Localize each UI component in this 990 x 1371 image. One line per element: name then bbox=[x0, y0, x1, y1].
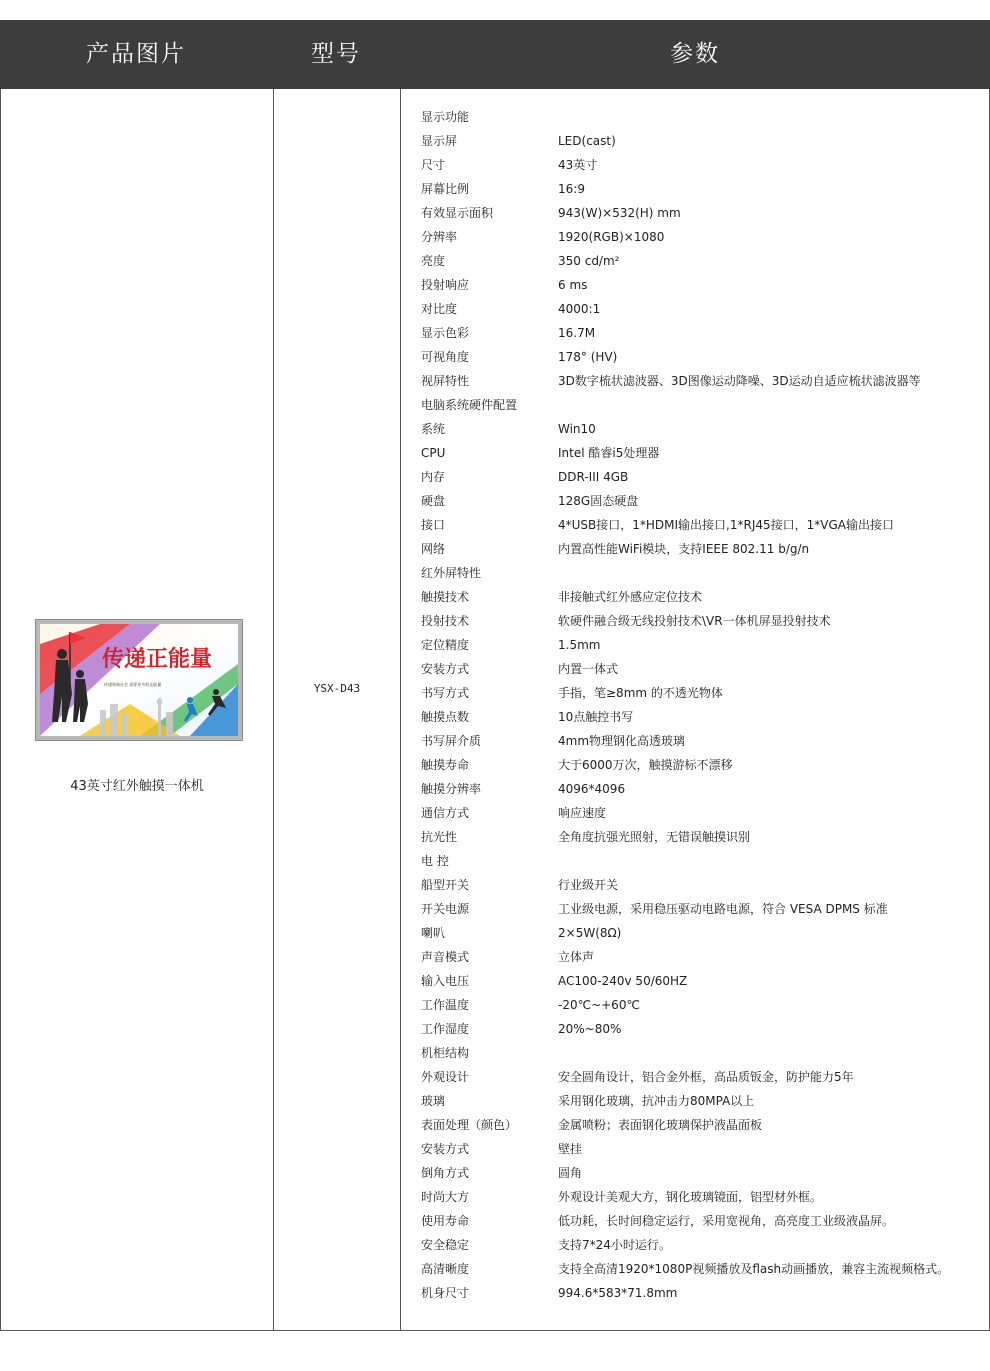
param-label: 安装方式 bbox=[421, 1142, 470, 1156]
product-image bbox=[35, 619, 243, 741]
param-label: 红外屏特性 bbox=[421, 566, 482, 580]
param-row bbox=[421, 801, 981, 825]
param-label: 视屏特性 bbox=[421, 374, 470, 388]
param-value: DDR-III 4GB bbox=[558, 470, 629, 484]
param-label: 输入电压 bbox=[421, 974, 470, 988]
param-label: 书写屏介质 bbox=[421, 734, 482, 748]
param-label: 声音模式 bbox=[421, 950, 470, 964]
param-row bbox=[421, 465, 981, 489]
param-label: 工作湿度 bbox=[421, 1022, 470, 1036]
param-row bbox=[421, 513, 981, 537]
param-label: 定位精度 bbox=[421, 638, 470, 652]
param-row bbox=[421, 609, 981, 633]
param-row bbox=[421, 201, 981, 225]
param-row bbox=[421, 873, 981, 897]
param-label: 倒角方式 bbox=[421, 1166, 470, 1180]
param-row bbox=[421, 633, 981, 657]
param-row bbox=[421, 1089, 981, 1113]
param-row bbox=[421, 273, 981, 297]
param-value: LED(cast) bbox=[558, 134, 616, 148]
param-row bbox=[421, 1257, 981, 1281]
param-label: 网络 bbox=[421, 542, 446, 556]
param-value: AC100-240v 50/60HZ bbox=[558, 974, 688, 988]
param-row bbox=[421, 777, 981, 801]
param-label: 使用寿命 bbox=[421, 1214, 470, 1228]
product-screen bbox=[40, 624, 238, 736]
param-label: 机柜结构 bbox=[421, 1046, 470, 1060]
param-value: 内置一体式 bbox=[558, 662, 619, 676]
param-value: 10点触控书写 bbox=[558, 710, 634, 724]
param-value: 1920(RGB)×1080 bbox=[558, 230, 665, 244]
param-label: 触摸寿命 bbox=[421, 758, 470, 772]
param-label: 电 控 bbox=[421, 854, 449, 868]
param-value: 圆角 bbox=[558, 1166, 583, 1180]
param-label: 书写方式 bbox=[421, 686, 470, 700]
param-value: 16.7M bbox=[558, 326, 596, 340]
param-value: 6 ms bbox=[558, 278, 588, 292]
param-row bbox=[421, 681, 981, 705]
param-label: 内存 bbox=[421, 470, 446, 484]
param-label: 开关电源 bbox=[421, 902, 470, 916]
param-value: 350 cd/m² bbox=[558, 254, 620, 268]
param-label: 抗光性 bbox=[421, 830, 458, 844]
param-row bbox=[421, 225, 981, 249]
param-label: 显示屏 bbox=[421, 134, 458, 148]
param-row bbox=[421, 345, 981, 369]
param-label: 屏幕比例 bbox=[421, 182, 470, 196]
param-value: 2×5W(8Ω) bbox=[558, 926, 622, 940]
param-value: 994.6*583*71.8mm bbox=[558, 1286, 678, 1300]
param-value: 软硬件融合级无线投射技术\VR一体机屏显投射技术 bbox=[558, 614, 831, 628]
param-row bbox=[421, 249, 981, 273]
param-value: 内置高性能WiFi模块，支持IEEE 802.11 b/g/n bbox=[558, 542, 810, 556]
param-label: 有效显示面积 bbox=[421, 206, 494, 220]
header-product-image: 产品图片 bbox=[86, 41, 186, 67]
param-row bbox=[421, 177, 981, 201]
param-value: 工业级电源，采用稳压驱动电路电源，符合 VESA DPMS 标准 bbox=[558, 902, 888, 916]
param-value: 43英寸 bbox=[558, 158, 598, 172]
param-label: 投射响应 bbox=[421, 278, 470, 292]
param-row bbox=[421, 153, 981, 177]
param-row bbox=[421, 1041, 981, 1065]
param-label: 工作温度 bbox=[421, 998, 470, 1012]
param-value: 20%~80% bbox=[558, 1022, 622, 1036]
param-label: 安全稳定 bbox=[421, 1238, 470, 1252]
column-divider bbox=[273, 89, 274, 1330]
param-value: 壁挂 bbox=[558, 1142, 583, 1156]
param-label: 显示色彩 bbox=[421, 326, 470, 340]
param-row bbox=[421, 1281, 981, 1305]
param-label: 硬盘 bbox=[421, 494, 446, 508]
param-label: 分辨率 bbox=[421, 230, 458, 244]
param-value: Win10 bbox=[558, 422, 596, 436]
param-row bbox=[421, 753, 981, 777]
param-label: 尺寸 bbox=[421, 158, 446, 172]
param-value: 全角度抗强光照射，无错误触摸识别 bbox=[558, 830, 751, 844]
param-row bbox=[421, 825, 981, 849]
param-value: 行业级开关 bbox=[558, 878, 619, 892]
product-poster-image bbox=[40, 624, 238, 736]
param-value: 安全圆角设计，铝合金外框，高品质钣金，防护能力5年 bbox=[558, 1070, 854, 1084]
param-row bbox=[421, 1113, 981, 1137]
param-label: 触摸分辨率 bbox=[421, 782, 482, 796]
param-label: 外观设计 bbox=[421, 1070, 470, 1084]
poster-slogan: 传递正能量 bbox=[102, 646, 213, 672]
product-name: 43英寸红外触摸一体机 bbox=[70, 779, 204, 794]
param-value: 响应速度 bbox=[558, 806, 607, 820]
param-row bbox=[421, 321, 981, 345]
param-value: 4*USB接口，1*HDMI输出接口,1*RJ45接口，1*VGA输出接口 bbox=[558, 518, 895, 532]
param-label: 触摸技术 bbox=[421, 590, 470, 604]
param-value: 手指，笔≥8mm 的不透光物体 bbox=[558, 686, 723, 700]
poster-caption: 传递和谐社会 需要更多的正能量 bbox=[104, 682, 162, 687]
param-row bbox=[421, 705, 981, 729]
param-label: 机身尺寸 bbox=[421, 1286, 470, 1300]
param-value: 178° (HV) bbox=[558, 350, 618, 364]
param-row bbox=[421, 417, 981, 441]
param-row bbox=[421, 441, 981, 465]
param-row bbox=[421, 1161, 981, 1185]
param-label: 高清晰度 bbox=[421, 1262, 470, 1276]
parameter-list bbox=[421, 105, 981, 1305]
param-row bbox=[421, 561, 981, 585]
param-row bbox=[421, 1209, 981, 1233]
param-value: 立体声 bbox=[558, 950, 595, 964]
param-row bbox=[421, 585, 981, 609]
param-row bbox=[421, 1185, 981, 1209]
header-model: 型号 bbox=[311, 41, 361, 67]
param-label: 可视角度 bbox=[421, 350, 470, 364]
param-value: 支持全高清1920*1080P视频播放及flash动画播放，兼容主流视频格式。 bbox=[558, 1262, 950, 1276]
param-row bbox=[421, 1233, 981, 1257]
column-divider bbox=[400, 89, 401, 1330]
param-value: 大于6000万次，触摸游标不漂移 bbox=[558, 758, 733, 772]
param-value: 943(W)×532(H) mm bbox=[558, 206, 681, 220]
param-value: 3D数字梳状滤波器、3D图像运动降噪、3D运动自适应梳状滤波器等 bbox=[558, 374, 921, 388]
param-label: 触摸点数 bbox=[421, 710, 470, 724]
param-label: 喇叭 bbox=[421, 926, 446, 940]
param-value: 低功耗，长时间稳定运行，采用宽视角，高亮度工业级液晶屏。 bbox=[558, 1214, 895, 1228]
param-value: 金属喷粉；表面钢化玻璃保护液晶面板 bbox=[558, 1118, 763, 1132]
param-label: 电脑系统硬件配置 bbox=[421, 398, 518, 412]
param-value: 支持7*24小时运行。 bbox=[558, 1238, 671, 1252]
param-row bbox=[421, 129, 981, 153]
param-label: 表面处理（颜色） bbox=[421, 1118, 518, 1132]
header-parameters: 参数 bbox=[670, 41, 720, 67]
param-row bbox=[421, 489, 981, 513]
param-label: 玻璃 bbox=[421, 1094, 446, 1108]
param-row bbox=[421, 369, 981, 393]
param-row bbox=[421, 1137, 981, 1161]
param-row bbox=[421, 969, 981, 993]
param-label: 接口 bbox=[421, 518, 446, 532]
param-row bbox=[421, 897, 981, 921]
param-label: 显示功能 bbox=[421, 110, 470, 124]
param-value: 4mm物理钢化高透玻璃 bbox=[558, 734, 686, 748]
param-value: 外观设计美观大方，钢化玻璃镜面，铝型材外框。 bbox=[558, 1190, 823, 1204]
param-row bbox=[421, 1065, 981, 1089]
param-row bbox=[421, 105, 981, 129]
param-label: 安装方式 bbox=[421, 662, 470, 676]
param-row bbox=[421, 993, 981, 1017]
param-label: 时尚大方 bbox=[421, 1190, 470, 1204]
param-row bbox=[421, 393, 981, 417]
param-value: 采用钢化玻璃，抗冲击力80MPA以上 bbox=[558, 1094, 755, 1108]
param-row bbox=[421, 297, 981, 321]
param-label: 亮度 bbox=[421, 254, 446, 268]
param-label: 通信方式 bbox=[421, 806, 470, 820]
table-header bbox=[0, 20, 990, 89]
param-value: -20℃~+60℃ bbox=[558, 998, 640, 1012]
param-value: 1.5mm bbox=[558, 638, 601, 652]
param-label: 船型开关 bbox=[421, 878, 470, 892]
spec-table bbox=[0, 89, 990, 1331]
param-row bbox=[421, 657, 981, 681]
param-row bbox=[421, 849, 981, 873]
product-model: YSX-D43 bbox=[313, 682, 361, 695]
param-value: Intel 酷睿i5处理器 bbox=[558, 446, 660, 460]
param-row bbox=[421, 1017, 981, 1041]
param-label: CPU bbox=[421, 446, 446, 460]
param-row bbox=[421, 729, 981, 753]
param-label: 系统 bbox=[421, 422, 446, 436]
param-row bbox=[421, 921, 981, 945]
param-value: 非接触式红外感应定位技术 bbox=[558, 590, 703, 604]
param-row bbox=[421, 945, 981, 969]
param-label: 对比度 bbox=[421, 302, 458, 316]
param-value: 128G固态硬盘 bbox=[558, 494, 639, 508]
param-label: 投射技术 bbox=[421, 614, 470, 628]
param-value: 4096*4096 bbox=[558, 782, 626, 796]
param-row bbox=[421, 537, 981, 561]
param-value: 16:9 bbox=[558, 182, 585, 196]
param-value: 4000:1 bbox=[558, 302, 601, 316]
